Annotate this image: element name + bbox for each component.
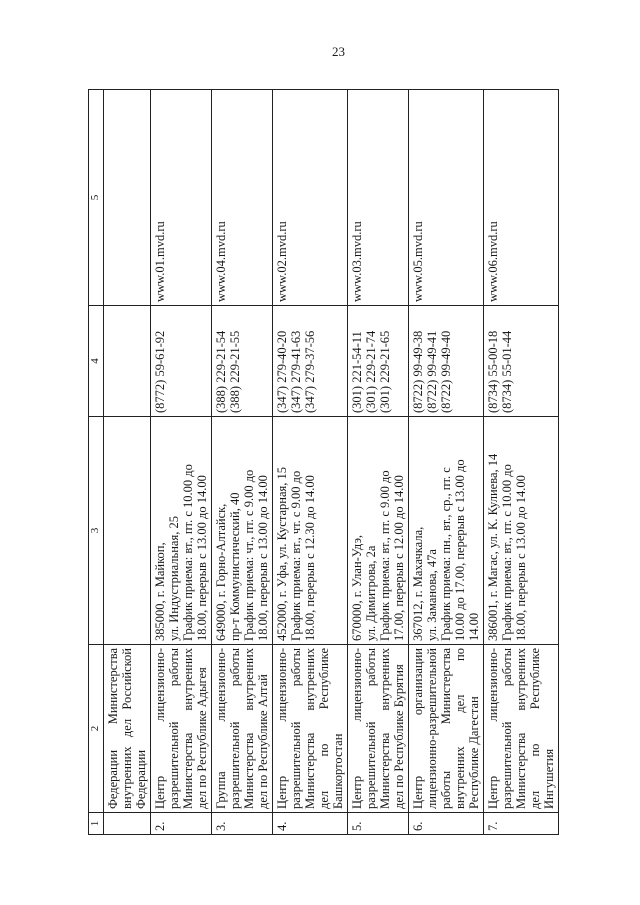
phone-cell: [212, 306, 273, 417]
phone-number: (8734) 55-01-44: [500, 330, 514, 413]
address-line: 452000, г. Уфа, ул. Кустарная, 15: [275, 467, 289, 641]
reception-hours: График приема: чт., пт. с 9.00 до: [242, 469, 256, 641]
organization-name: Группа лицензионно-разрешительной работы Министерства внутренних дел по Республике Алтай: [212, 645, 273, 813]
phone-number: (301) 221-54-11: [350, 331, 364, 413]
reception-hours: 18.00, перерыв с 13.00 до 14.00: [514, 475, 528, 641]
reception-hours: График приема: вт., пт. с 10.00 до: [181, 464, 195, 641]
table-row: [409, 90, 484, 835]
phone-number: (347) 279-37-56: [303, 330, 317, 413]
reception-hours: 18.00, перерыв с 13.00 до 14.00: [195, 475, 209, 641]
website-link[interactable]: www.03.mvd.ru: [348, 90, 409, 306]
reception-hours: 17.00, перерыв с 12.00 до 14.00: [392, 475, 406, 641]
address-line: ул. Индустриальная, 25: [167, 516, 181, 641]
address-cell: [409, 417, 484, 645]
address-line: 649000, г. Горно-Алтайск,: [214, 503, 228, 641]
column-number: 5: [89, 90, 104, 306]
table-row: [348, 90, 409, 835]
table-row: [273, 90, 348, 835]
phone-cell: [273, 306, 348, 417]
website-link[interactable]: www.04.mvd.ru: [212, 90, 273, 306]
address-cell: [104, 417, 151, 645]
phone-number: (8722) 99-49-38: [411, 330, 425, 413]
organization-name: Центр лицензионно-разрешительной работы Министерства внутренних дел по Республике Адыгея: [151, 645, 212, 813]
row-number: 3.: [212, 813, 273, 835]
phone-number: (8734) 55-00-18: [486, 330, 500, 413]
column-number: 2: [89, 645, 104, 813]
phone-number: (301) 229-21-65: [378, 330, 392, 413]
address-cell: [212, 417, 273, 645]
phone-number: (8722) 99-49-41: [425, 330, 439, 413]
address-cell: [273, 417, 348, 645]
organization-name: Центр лицензионно-разрешительной работы Министерства внутренних дел по Республике Бурятия: [348, 645, 409, 813]
reception-hours: График приема: вт., пт. с 10.00 до: [500, 464, 514, 641]
licensing-centers-table: [88, 89, 559, 835]
phone-number: (388) 229-21-55: [228, 330, 242, 413]
column-number: 3: [89, 417, 104, 645]
organization-name: Центр лицензионно-разрешительной работы Министерства внутренних дел по Республике Башкортостан: [273, 645, 348, 813]
page-number: 23: [332, 44, 345, 59]
phone-number: (8722) 99-49-40: [439, 330, 453, 413]
address-line: ул. Заманова, 47а: [425, 549, 439, 641]
row-number: 4.: [273, 813, 348, 835]
address-line: 385000, г. Майкоп,: [153, 542, 167, 641]
reception-hours: График приема: вт., пт. с 9.00 до: [378, 470, 392, 641]
address-cell: [484, 417, 559, 645]
phone-cell: [348, 306, 409, 417]
phone-number: (347) 279-40-20: [275, 330, 289, 413]
column-number: 4: [89, 306, 104, 417]
address-line: ул. Димитрова, 2а: [364, 545, 378, 641]
row-number: 7.: [484, 813, 559, 835]
rotated-table: [88, 90, 556, 835]
table-row: [212, 90, 273, 835]
address-line: 386001, г. Магас, ул. К. Кулиева, 14: [486, 453, 500, 641]
phone-cell: [104, 306, 151, 417]
website-link[interactable]: www.05.mvd.ru: [409, 90, 484, 306]
website-link[interactable]: www.06.mvd.ru: [484, 90, 559, 306]
row-number: 2.: [151, 813, 212, 835]
address-line: 367012, г. Махачкала,: [411, 526, 425, 641]
website-link[interactable]: www.01.mvd.ru: [151, 90, 212, 306]
address-line: 670000, г. Улан-Удэ,: [350, 534, 364, 641]
table-row: [104, 90, 151, 835]
reception-hours: 14.00: [467, 612, 481, 641]
organization-name: Центр организации лицензионно-разрешительной работы Министерства внутренних дел по Республике Дагестан: [409, 645, 484, 813]
reception-hours: График приема: пн., вт., ср., пт. с: [439, 467, 453, 641]
organization-name: Федерации Министерства внутренних дел Российской Федерации: [104, 645, 151, 813]
website-link[interactable]: www.02.mvd.ru: [273, 90, 348, 306]
reception-hours: График приема: вт., чт. с 9.00 до: [289, 470, 303, 641]
address-cell: [151, 417, 212, 645]
phone-cell: [151, 306, 212, 417]
row-number: [104, 813, 151, 835]
column-number-row: [89, 90, 104, 835]
reception-hours: 18.00, перерыв с 13.00 до 14.00: [256, 475, 270, 641]
phone-number: (301) 229-21-74: [364, 330, 378, 413]
address-line: пр-т Коммунистический, 40: [228, 492, 242, 641]
row-number: 5.: [348, 813, 409, 835]
reception-hours: 10.00 до 17.00, перерыв с 13.00 до: [453, 459, 467, 641]
phone-number: (388) 229-21-54: [214, 330, 228, 413]
reception-hours: 18.00, перерыв с 12.30 до 14.00: [303, 475, 317, 641]
phone-number: (347) 279-41-63: [289, 330, 303, 413]
phone-cell: [409, 306, 484, 417]
column-number: 1: [89, 813, 104, 835]
phone-cell: [484, 306, 559, 417]
table-row: [484, 90, 559, 835]
rotated-table-frame: [88, 90, 556, 835]
phone-number: (8772) 59-61-92: [153, 330, 167, 413]
website-cell: [104, 90, 151, 306]
address-cell: [348, 417, 409, 645]
row-number: 6.: [409, 813, 484, 835]
organization-name: Центр лицензионно-разрешительной работы Министерства внутренних дел по Республике Ингушетия: [484, 645, 559, 813]
table-row: [151, 90, 212, 835]
